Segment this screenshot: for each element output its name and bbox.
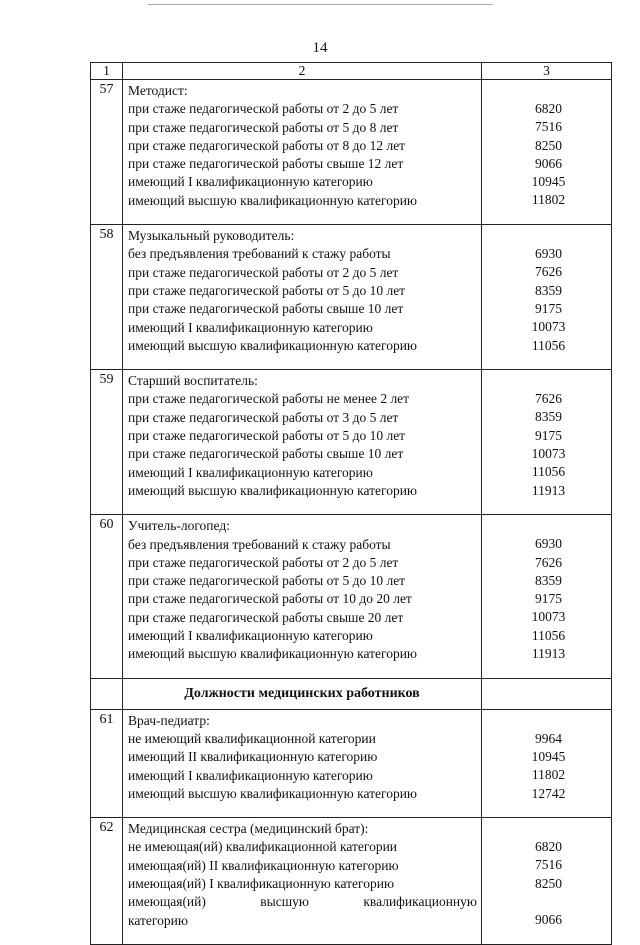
salary-value: 9066	[535, 912, 562, 928]
cell-spacer	[123, 210, 481, 224]
salary-value: 10945	[531, 174, 566, 190]
salary-value: 11056	[531, 627, 566, 643]
row-number: 62	[91, 818, 123, 945]
section-empty-cell	[91, 678, 123, 709]
header-col-1: 1	[91, 63, 123, 80]
salary-value: 9066	[535, 155, 562, 171]
salary-value: 8359	[535, 282, 562, 298]
condition-label: при стаже педагогической работы от 5 до 10 лет	[128, 282, 406, 298]
condition-label-justified	[123, 893, 481, 911]
page-number: 14	[312, 40, 328, 56]
condition-label: не имеющая(ий) квалификационной категории	[128, 839, 398, 855]
salary-value: 9175	[535, 591, 562, 607]
condition-label: имеющий высшую квалификационную категорию	[128, 192, 418, 208]
salary-value: 7516	[535, 119, 562, 135]
condition-label: при стаже педагогической работы свыше 10 лет	[128, 446, 404, 462]
condition-label: при стаже педагогической работы от 2 до 5 лет	[128, 101, 399, 117]
condition-label: при стаже педагогической работы от 5 до 8 лет	[128, 119, 399, 135]
position-title: Медицинская сестра (медицинский брат):	[128, 821, 369, 837]
position-cell	[123, 225, 482, 370]
salary-value: 11913	[531, 482, 566, 498]
row-number: 61	[91, 709, 123, 817]
condition-label: без предъявления требований к стажу работы	[128, 246, 391, 262]
position-title: Врач-педиатр:	[128, 712, 210, 728]
salary-value: 9175	[535, 300, 562, 316]
table-row-57	[91, 80, 612, 225]
position-title: Методист:	[128, 83, 188, 98]
cell-spacer	[123, 930, 481, 944]
salary-values	[482, 515, 611, 663]
condition-label: при стаже педагогической работы от 3 до 5 лет	[128, 409, 399, 425]
row-number: 57	[91, 80, 123, 225]
salary-value: 10945	[531, 748, 566, 764]
salary-value: 12742	[531, 785, 566, 801]
position-cell	[123, 515, 482, 678]
salary-value: 10073	[531, 319, 566, 335]
salary-value: 11056	[531, 337, 566, 353]
condition-label: при стаже педагогической работы от 10 до 20 лет	[128, 591, 412, 607]
position-cell	[123, 818, 482, 945]
salary-value: 7626	[535, 391, 562, 407]
cell-spacer	[123, 355, 481, 369]
salary-value: 8250	[535, 137, 562, 153]
position-title: Музыкальный руководитель:	[128, 228, 295, 244]
condition-label: имеющий высшую квалификационную категорию	[128, 785, 418, 801]
salary-cell	[482, 370, 612, 515]
condition-label: имеющий высшую квалификационную категорию	[128, 646, 418, 662]
condition-label: при стаже педагогической работы свыше 12 лет	[128, 156, 404, 172]
salary-table	[90, 62, 612, 945]
table-row-59	[91, 370, 612, 515]
condition-label: имеющая(ий) I квалификационную категорию	[128, 875, 395, 891]
condition-label: при стаже педагогической работы от 5 до 10 лет	[128, 428, 406, 444]
condition-label: имеющий высшую квалификационную категорию	[128, 482, 418, 498]
salary-value: 11802	[531, 192, 566, 208]
condition-label: имеющий высшую квалификационную категорию	[128, 337, 418, 353]
section-title: Должности медицинских работников	[123, 678, 482, 709]
salary-values	[482, 225, 611, 355]
section-empty-cell	[482, 678, 612, 709]
row-number: 58	[91, 225, 123, 370]
condition-label: при стаже педагогической работы свыше 20 лет	[128, 609, 404, 625]
condition-label: имеющая(ий) II квалификационную категорию	[128, 857, 399, 873]
header-col-3: 3	[482, 63, 612, 80]
row-number: 59	[91, 370, 123, 515]
condition-label: имеющий I квалификационную категорию	[128, 319, 373, 335]
salary-value: 9964	[535, 730, 562, 746]
salary-cell	[482, 709, 612, 817]
condition-label: имеющий I квалификационную категорию	[128, 767, 373, 783]
salary-value-blank	[482, 893, 611, 911]
salary-value: 8359	[535, 572, 562, 588]
position-cell	[123, 709, 482, 817]
position-cell	[123, 370, 482, 515]
salary-cell	[482, 80, 612, 225]
condition-label: при стаже педагогической работы свыше 10 лет	[128, 301, 404, 317]
salary-values	[482, 370, 611, 500]
cell-spacer	[123, 803, 481, 817]
row-number: 60	[91, 515, 123, 678]
top-rule	[148, 4, 493, 5]
header-row	[91, 63, 612, 80]
condition-label: при стаже педагогической работы от 2 до 5 лет	[128, 264, 399, 280]
condition-label: имеющий I квалификационную категорию	[128, 464, 373, 480]
salary-value: 7626	[535, 264, 562, 280]
table-row-61	[91, 709, 612, 817]
salary-value: 6930	[535, 536, 562, 552]
salary-value: 6820	[535, 839, 562, 855]
cell-spacer	[123, 664, 481, 678]
salary-value: 6930	[535, 246, 562, 262]
salary-value: 6820	[535, 101, 562, 116]
condition-label-tail: категорию	[128, 912, 188, 928]
condition-label: не имеющий квалификационной категории	[128, 730, 376, 746]
condition-label: имеющий II квалификационную категорию	[128, 749, 378, 765]
salary-value: 10073	[531, 609, 566, 625]
salary-value: 7626	[535, 554, 562, 570]
label-word: квалификационную	[363, 894, 477, 910]
salary-cell	[482, 515, 612, 678]
condition-label: имеющий I квалификационную категорию	[128, 628, 373, 644]
salary-cell	[482, 225, 612, 370]
position-title: Старший воспитатель:	[128, 373, 258, 389]
label-word: высшую	[260, 894, 309, 910]
table-row-58	[91, 225, 612, 370]
cell-spacer	[123, 500, 481, 514]
condition-label: при стаже педагогической работы от 2 до 5 лет	[128, 554, 399, 570]
position-cell	[123, 80, 482, 225]
condition-label: имеющий I квалификационную категорию	[128, 174, 373, 190]
table-row-62	[91, 818, 612, 945]
salary-value: 11056	[531, 464, 566, 480]
salary-value: 8250	[535, 875, 562, 891]
salary-value: 8359	[535, 409, 562, 425]
salary-value: 11913	[531, 646, 566, 662]
salary-value: 7516	[535, 857, 562, 873]
condition-label: без предъявления требований к стажу работы	[128, 536, 391, 552]
position-title: Учитель-логопед:	[128, 518, 230, 534]
salary-value: 11802	[531, 767, 566, 783]
label-word: имеющая(ий)	[128, 894, 206, 910]
salary-value: 9175	[535, 427, 562, 443]
salary-value: 10073	[531, 446, 566, 462]
section-row	[91, 678, 612, 709]
salary-table-body	[91, 63, 612, 945]
salary-cell	[482, 818, 612, 945]
salary-values	[482, 818, 611, 929]
condition-label: при стаже педагогической работы от 5 до 10 лет	[128, 573, 406, 589]
salary-values	[482, 80, 611, 210]
header-col-2: 2	[123, 63, 482, 80]
salary-values	[482, 710, 611, 803]
condition-label: при стаже педагогической работы от 8 до 12 лет	[128, 137, 406, 153]
table-row-60	[91, 515, 612, 678]
condition-label: при стаже педагогической работы не менее 2 лет	[128, 391, 410, 407]
